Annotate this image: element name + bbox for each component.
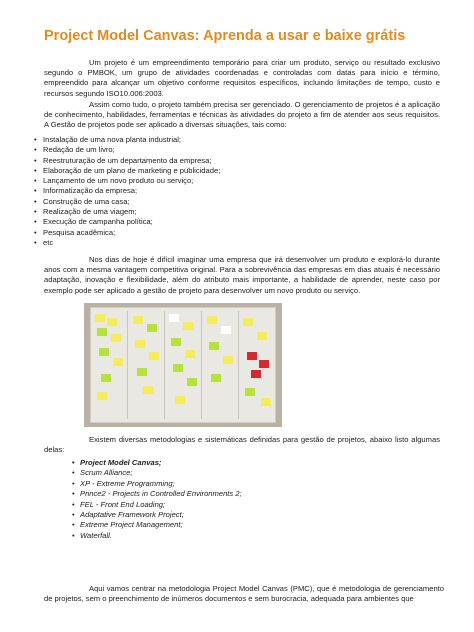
page-title: Project Model Canvas: Aprenda a usar e baixe grátis <box>44 28 406 44</box>
list-item: • Prince2 - Projects in Controlled Environments 2; <box>72 489 372 499</box>
list-item: • XP - Extreme Programming; <box>72 479 372 489</box>
list-item: • Extreme Project Management; <box>72 520 372 530</box>
list-item: • etc <box>34 238 334 248</box>
list-item: • Lançamento de um novo produto ou serviço; <box>34 176 334 186</box>
list-item: • Instalação de uma nova planta industrial; <box>34 135 334 145</box>
list-item: • Execução de campanha política; <box>34 217 334 227</box>
list-item: • Reestruturação de um departamento da empresa; <box>34 156 334 166</box>
list-item: • FEL - Front End Loading; <box>72 500 372 510</box>
methodologies-list <box>72 458 372 541</box>
applications-list <box>34 135 334 248</box>
pmc-paragraph: Aqui vamos centrar na metodologia Project Model Canvas (PMC), que é metodologia de gerenciamento de projetos, sem o preenchimento de inúmeros documentos e sem burocracia, adequada para ambientes que <box>44 584 444 604</box>
list-item: • Realização de uma viagem; <box>34 207 334 217</box>
management-paragraph: Assim como tudo, o projeto também precisa ser gerenciado. O gerenciamento de projetos é a aplicação de conhecimento, habilidades, ferramentas e técnicas às atividades do projeto a fim de atender aos seus requisitos. A Gestão de projetos pode ser aplicado a diversas situações, tais como: <box>44 100 440 130</box>
list-item: • Redação de um livro; <box>34 145 334 155</box>
intro-paragraph: Um projeto é um empreendimento temporário para criar um produto, serviço ou resultado exclusivo segundo o PMBOK, um grupo de atividades coordenadas e controladas com datas para início e término, empreendido para alcançar um objetivo conforme requisitos específicos, incluindo limitações de tempo, custo e recursos segundo ISO10.006:2003. <box>44 58 440 98</box>
methodologies-paragraph: Existem diversas metodologias e sistemáticas definidas para gestão de projetos, abaixo listo algumas delas: <box>44 435 440 455</box>
list-item: • Elaboração de um plano de marketing e publicidade; <box>34 166 334 176</box>
list-item: • Informatização da empresa; <box>34 186 334 196</box>
list-item: • Scrum Alliance; <box>72 468 372 478</box>
canvas-board-photo <box>84 303 282 427</box>
list-item: • Adaptative Framework Project; <box>72 510 372 520</box>
list-item: • Construção de uma casa; <box>34 197 334 207</box>
adaptation-paragraph: Nos dias de hoje é difícil imaginar uma empresa que irá desenvolver um produto e explorá-lo durante anos com a mesma vantagem competitiva original. Para a sobrevivência das empresas em dias atuais é necessário adaptação, inovação e flexibilidade, além do atributo mais importante, a habilidade de aprender, neste caso por exemplo pode ser aplicado a gestão de projeto para desenvolver um novo produto ou serviço. <box>44 255 440 295</box>
list-item: • Waterfall. <box>72 531 372 541</box>
list-item: • Project Model Canvas; <box>72 458 372 468</box>
list-item: • Pesquisa acadêmica; <box>34 228 334 238</box>
canvas-board <box>90 307 276 423</box>
